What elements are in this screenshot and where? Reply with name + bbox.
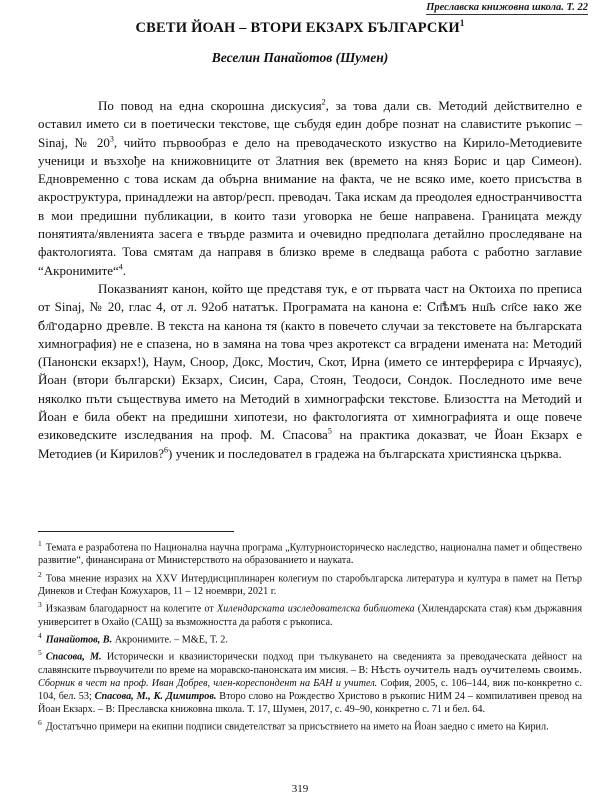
footnote-divider: [38, 531, 234, 532]
footnote-ref-6[interactable]: 6: [164, 445, 169, 455]
article-body: [38, 97, 582, 463]
body-paragraph-1: [38, 97, 582, 280]
church-slavonic-title: Нѣсть оучитель надъ оучителемь своимь.: [370, 664, 582, 676]
footnote-number: 5: [38, 648, 42, 658]
footnote-number: 1: [38, 539, 42, 548]
paragraph-2-text: ) ученик и последовател в градежа на българската християнска църква.: [168, 445, 562, 461]
footnote-ref-5[interactable]: 5: [327, 427, 332, 437]
paragraph-1-text: По повод на една скорошна дискусия: [98, 98, 322, 113]
title-footnote-ref[interactable]: 1: [459, 18, 465, 28]
page-number: 319: [291, 783, 309, 795]
running-head: [426, 2, 588, 15]
footnote-text: Това мнение изразих на XXV Интердисциплинарен колегиум по старобългарска литература и култура в памет на Петър Динеков и Стефан Кожухаров, 11 – 12 ноември, 2021 г.: [38, 572, 582, 598]
footnote-italic-text: Хилендарската изследователска библиотека: [216, 603, 415, 615]
footnote-ref-4[interactable]: 4: [118, 262, 123, 272]
running-head-text: Преславска книжовна школа. Т. 22: [426, 2, 588, 13]
footnote-text: Темата е разработена по Национална научна програма „Културноисторическо наследство, национална памет и обществено развитие“, финансирана от Министерството на образованието и науката.: [38, 542, 582, 567]
footnote-text: (Хилендарската стая) към държавния университет в Охайо (САЩ) за възможността да работя с ръкописа.: [38, 603, 583, 628]
body-paragraph-2: [38, 280, 582, 463]
paragraph-2-text: Показваният канон, който ще представя тук, е от първата част на Октоиха по преписа от Sinaj, № 20, глас 4, от л. 92об нататък. Програмата на канона е:: [38, 280, 582, 315]
footnote-number: 2: [38, 569, 42, 579]
article-author: Веселин Панайотов (Шумен): [211, 50, 389, 65]
footnote-text: Акронимите. – M&E, Т. 2.: [112, 634, 228, 646]
paragraph-2-text: на практика доказват, че Йоан Екзарх е Методиев (и Кирилов?: [38, 427, 582, 461]
footnote-5: [38, 646, 582, 716]
footnote-1: [38, 537, 582, 568]
footnote-text: Изказвам благодарност на колегите от: [45, 603, 217, 615]
footnote-ref-3[interactable]: 3: [109, 134, 114, 144]
footnote-author: Спасова, М.: [45, 651, 102, 663]
article-title: [0, 18, 600, 37]
footnote-text: София, 2005, с. 106–144, виж по-конкретно с. 104, бел. 53;: [38, 677, 582, 702]
footnote-author: Спасова, М., К. Димитров.: [94, 690, 217, 702]
paragraph-1-text: , за това дали св. Методий действително е оставил името си в поетически текстове, ще събудя един добре познат на славистите ръкопис – Sinaj, № 20: [38, 98, 582, 150]
footnote-2: [38, 568, 582, 599]
footnote-italic-text: Сборник в чест на проф. Иван Добрев, член-кореспондент на БАН и учител.: [38, 677, 378, 689]
paragraph-2-text: . В текста на канона тя (както в повечето случаи за текстовете на българската химнография) не е спазена, но в замяна на това чрез акротекст са вградени имената на: Методий (Панонски екзарх!), Наум, Сноор, Докс, Мостич, Скот, Ирна (името се интерферира с Ирчаяус), Йоан (втори български) Екзарх, Сисин, Сара, Стоян, Теодоси, Сондок. Последното име вече няколко пъти съществува името на Методий в химнографски текстове. Близостта на Методий и Йоан е била обект на предишни хипотези, но фактологията от химнографията и още повече езиковедските изследвания на проф. М. Спасова: [38, 317, 583, 443]
paragraph-1-text: , чийто първообраз е дело на преводаческото изкуство на Кирило-Методиевите ученици и възхође на книжовниците от Златния век (времето на княз Борис и цар Симеон). Едновременно с това искам да обърна внимание на факта, че не всяко име, което присъства в акроструктура, принадлежи на автор/респ. преводач. Така искам да преодолея едностранчивостта в мои предишни публикации, в които тази уговорка не беше направена. Границата между понятията/явленията засега е твърде размита и очевидно предполага детайлно проследяване на фактологията. Това смятам да направя в близко време в следваща работа с работно заглавие “Акронимите“: [38, 134, 582, 278]
footnote-text: Исторически и квазиисторически подход при тълкуването на сведенията за преводаческата дейност на славянските първоучители по време на моравско-панонската им мисия. – В:: [38, 651, 582, 676]
footnote-3: [38, 598, 582, 629]
footnote-text: Достатъчно примери на екипни подписи свидетелстват за присъствието на името на Йоан заедно с името на Кирил.: [45, 721, 549, 733]
footnote-number: 4: [38, 630, 42, 640]
footnotes: [38, 537, 582, 734]
footnote-author: Панайотов, В.: [45, 634, 113, 646]
paragraph-1-text: .: [122, 262, 127, 278]
footnote-number: 3: [38, 600, 42, 610]
article-title-text: СВЕТИ ЙОАН – ВТОРИ ЕКЗАРХ БЪЛГАРСКИ: [135, 19, 460, 36]
footnote-4: [38, 629, 582, 646]
footnote-6: [38, 716, 582, 733]
church-slavonic-quote: Сп҃ѣмъ нш҃ь сп҃се ꙗко же бл҃годарно древле: [38, 300, 582, 333]
footnote-text: Второ слово на Рождество Христово в ръкопис НИМ 24 – компилативен превод на Йоан Екзарх. – В: Преславска книжовна школа. Т. 17, Шумен, 2017, с. 49–90, конкретно с. 71 и бел. 64.: [38, 690, 582, 715]
footnote-ref-2[interactable]: 2: [321, 97, 326, 107]
footnote-number: 6: [38, 718, 42, 728]
